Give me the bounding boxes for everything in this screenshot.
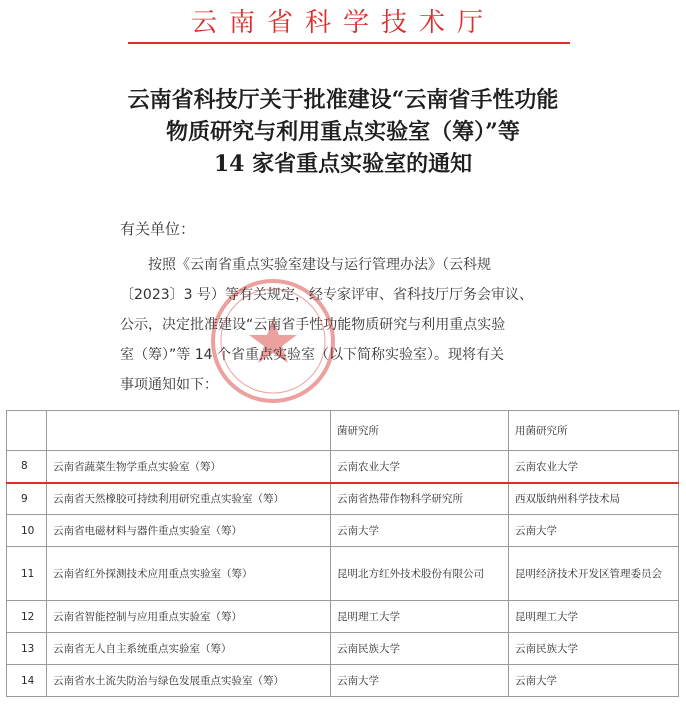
host-unit: 昆明北方红外技术股份有限公司 [331, 547, 509, 601]
host-unit: 云南大学 [331, 515, 509, 547]
supervising-dept: 云南农业大学 [509, 451, 679, 483]
row-number: 14 [7, 665, 47, 697]
table-header-row [7, 411, 679, 451]
lab-name: 云南省天然橡胶可持续利用研究重点实验室（筹） [47, 483, 331, 515]
lab-name: 云南省蔬菜生物学重点实验室（筹） [47, 451, 331, 483]
host-unit: 云南省热带作物科学研究所 [331, 483, 509, 515]
row-number: 11 [7, 547, 47, 601]
table-row [7, 451, 679, 483]
letter-body [120, 250, 570, 400]
supervising-dept: 云南大学 [509, 665, 679, 697]
header-cell-name [47, 411, 331, 451]
lab-name: 云南省红外探测技术应用重点实验室（筹） [47, 547, 331, 601]
issuing-authority-header: 云南省科学技术厅 [190, 8, 495, 38]
lab-name: 云南省水土流失防治与绿色发展重点实验室（筹） [47, 665, 331, 697]
row-number: 13 [7, 633, 47, 665]
row-number: 12 [7, 601, 47, 633]
table-row [7, 483, 679, 515]
lab-name: 云南省电磁材料与器件重点实验室（筹） [47, 515, 331, 547]
header-cell-dept: 用菌研究所 [509, 411, 679, 451]
table-row [7, 665, 679, 697]
title-line-3: 14 家省重点实验室的通知 [213, 151, 473, 177]
body-line-2: 〔2023〕3 号）等有关规定，经专家评审、省科技厅厅务会审议、 [120, 287, 533, 303]
header-cell-unit: 菌研究所 [331, 411, 509, 451]
header-cell-num [7, 411, 47, 451]
laboratory-table [6, 410, 678, 722]
host-unit: 昆明理工大学 [331, 601, 509, 633]
table-row [7, 601, 679, 633]
host-unit: 云南民族大学 [331, 633, 509, 665]
supervising-dept: 云南大学 [509, 515, 679, 547]
supervising-dept: 昆明经济技术开发区管理委员会 [509, 547, 679, 601]
lab-name: 云南省智能控制与应用重点实验室（筹） [47, 601, 331, 633]
title-line-2: 物质研究与利用重点实验室（筹）”等 [166, 119, 520, 145]
table-row [7, 547, 679, 601]
document-title [80, 84, 606, 180]
title-line-1: 云南省科技厅关于批准建设“云南省手性功能 [127, 87, 559, 113]
recipient-line: 有关单位： [120, 220, 196, 238]
row-number: 10 [7, 515, 47, 547]
supervising-dept: 西双版纳州科学技术局 [509, 483, 679, 515]
body-line-1: 按照《云南省重点实验室建设与运行管理办法》（云科规 [148, 257, 491, 273]
row-number: 9 [7, 483, 47, 515]
header-red-rule [128, 42, 570, 44]
supervising-dept: 昆明理工大学 [509, 601, 679, 633]
lab-name: 云南省无人自主系统重点实验室（筹） [47, 633, 331, 665]
body-line-5: 事项通知如下： [120, 377, 218, 393]
body-line-3: 公示，决定批准建设“云南省手性功能物质研究与利用重点实验 [120, 317, 506, 333]
host-unit: 云南农业大学 [331, 451, 509, 483]
table-row [7, 633, 679, 665]
table-row [7, 515, 679, 547]
supervising-dept: 云南民族大学 [509, 633, 679, 665]
host-unit: 云南大学 [331, 665, 509, 697]
row-number: 8 [7, 451, 47, 483]
body-line-4: 室（筹）”等 14 个省重点实验室（以下简称实验室）。现将有关 [120, 347, 504, 363]
